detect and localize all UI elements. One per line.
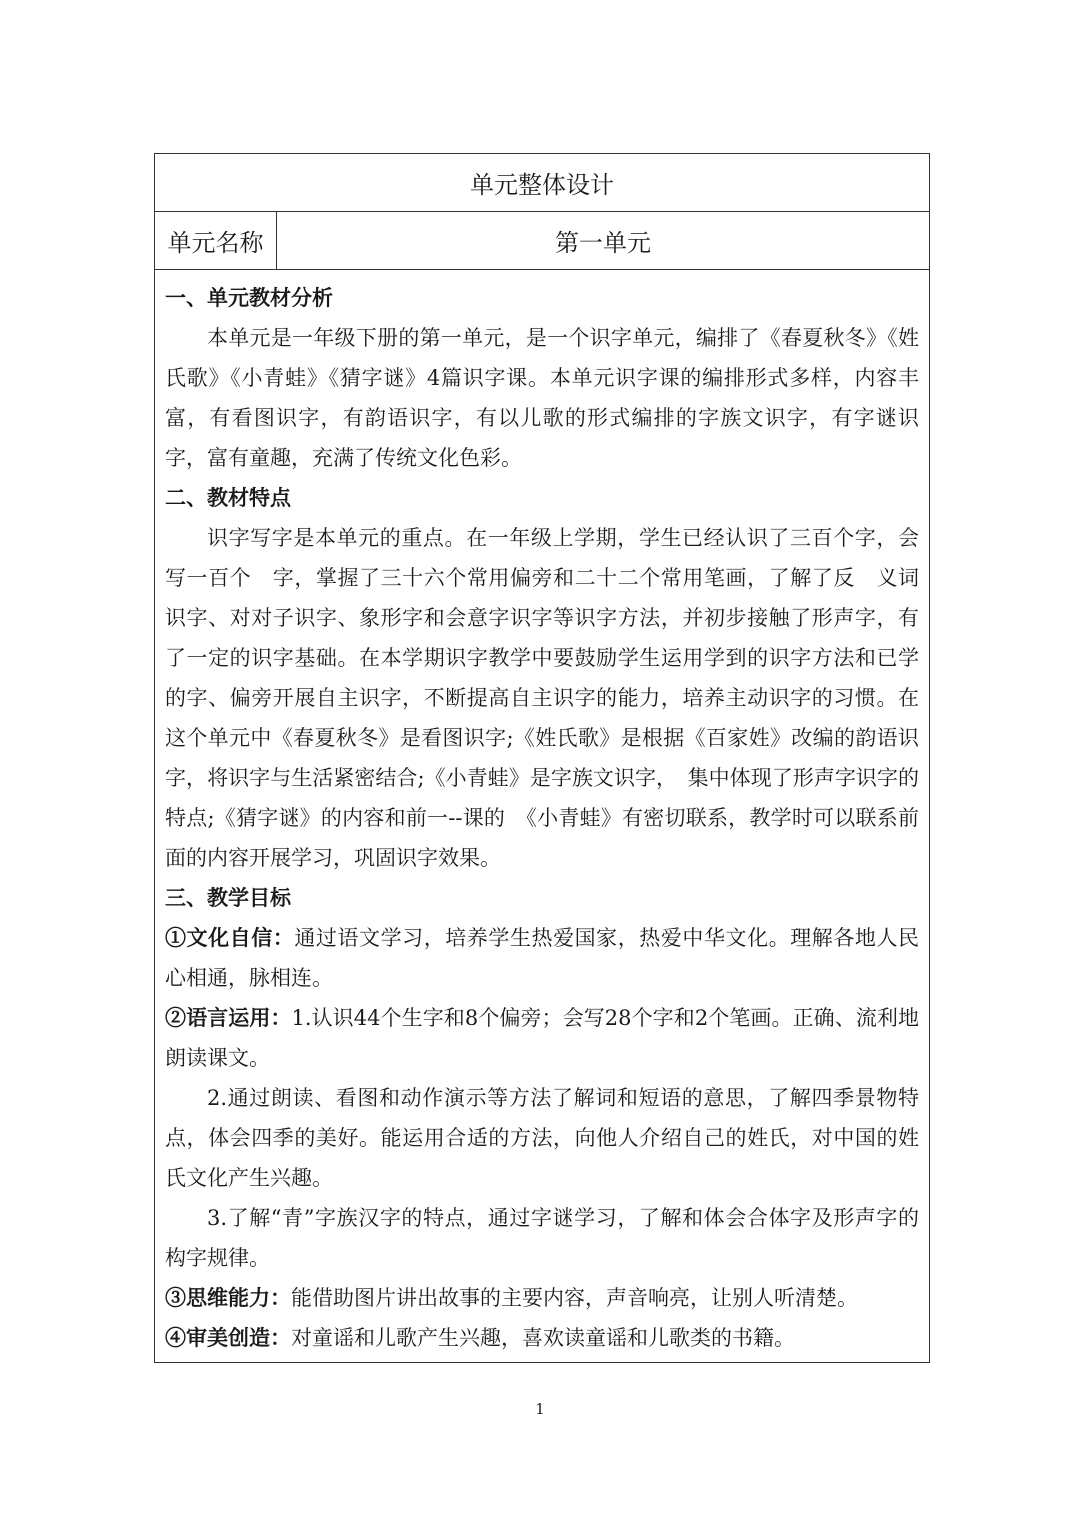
goal-thinking-label: ③思维能力：: [165, 1285, 291, 1310]
goal-language: [165, 998, 919, 1078]
goal-thinking-text: 能借助图片讲出故事的主要内容，声音响亮，让别人听清楚。: [291, 1286, 858, 1310]
features-heading: 二、教材特点: [165, 485, 291, 510]
goal-language-label: ②语言运用：: [165, 1005, 292, 1030]
table-title: 单元整体设计: [155, 154, 929, 212]
goal-culture: [165, 918, 919, 998]
goal-language-item-3: 3.了解“青”字族汉字的特点，通过字谜学习，了解和体会合体字及形声字的构字规律。: [165, 1206, 919, 1270]
page-number: 1: [535, 1400, 545, 1418]
goal-aesthetic-text: 对童谣和儿歌产生兴趣，喜欢读童谣和儿歌类的书籍。: [291, 1326, 795, 1350]
goal-aesthetic-label: ④审美创造：: [165, 1325, 291, 1350]
goal-culture-label: ①文化自信：: [165, 925, 295, 950]
unit-design-table: [154, 153, 930, 1363]
unit-name-label: 单元名称: [155, 212, 277, 269]
unit-name-row: [155, 212, 929, 270]
goal-language-text: 1.认识44个生字和8个偏旁；会写28个字和2个笔画。正确、流利地朗读课文。: [165, 1006, 920, 1070]
analysis-paragraph: 本单元是一年级下册的第一单元，是一个识字单元，编排了《春夏秋冬》《姓氏歌》《小青蛙》《猜字谜》4篇识字课。本单元识字课的编排形式多样，内容丰富，有看图识字，有韵语识字，有以儿歌的形式编排的字族文识字，有字谜识字，富有童趣，充满了传统文化色彩。: [165, 326, 919, 470]
goal-language-item-2: 2.通过朗读、看图和动作演示等方法了解词和短语的意思，了解四季景物特点，体会四季的美好。能运用合适的方法，向他人介绍自己的姓氏，对中国的姓氏文化产生兴趣。: [165, 1086, 919, 1190]
goal-aesthetic: [165, 1318, 919, 1358]
unit-name-value: 第一单元: [555, 229, 651, 257]
goal-thinking: [165, 1278, 919, 1318]
features-paragraph: 识字写字是本单元的重点。在一年级上学期，学生已经认识了三百个字，会写一百个 字，掌握了三十六个常用偏旁和二十二个常用笔画，了解了反 义词识字、对对子识字、象形字和会意字识字等识字方法，并初步接触了形声字，有了一定的识字基础。在本学期识字教学中要鼓励学生运用学到的识字方法和已学的字、偏旁开展自主识字，不断提高自主识字的能力，培养主动识字的习惯。在这个单元中《春夏秋冬》是看图识字;《姓氏歌》是根据《百家姓》改编的韵语识字，将识字与生活紧密结合;《小青蛙》是字族文识字， 集中体现了形声字识字的特点;《猜字谜》的内容和前一--课的 《小青蛙》有密切联系，教学时可以联系前面的内容开展学习，巩固识字效果。: [165, 526, 919, 870]
goal-culture-text: 通过语文学习，培养学生热爱国家，热爱中华文化。理解各地人民心相通，脉相连。: [165, 926, 920, 990]
content-cell: [155, 270, 929, 1362]
goals-heading: 三、教学目标: [165, 885, 291, 910]
analysis-heading: 一、单元教材分析: [165, 285, 333, 310]
